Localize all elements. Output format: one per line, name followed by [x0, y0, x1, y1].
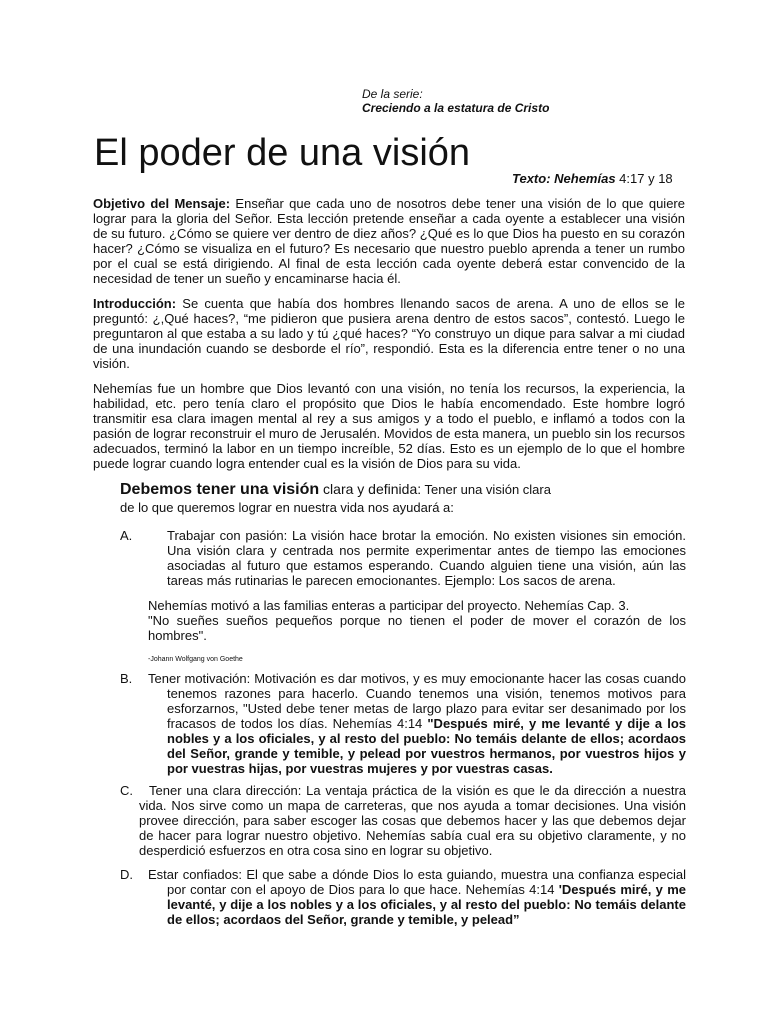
scripture-ref: 4:17 y 18	[615, 171, 673, 186]
section-heading	[120, 482, 551, 497]
heading-mid: clara y definida:	[319, 481, 422, 497]
quote-block	[148, 598, 686, 643]
heading-main: Debemos tener una visión	[120, 481, 320, 498]
item-letter: B.	[120, 671, 133, 686]
scripture-reference	[512, 171, 673, 186]
nehemias-paragraph: Nehemías fue un hombre que Dios levantó con una visión, no tenía los recursos, la experiencia, la habilidad, etc. pero tenía claro el propósito que Dios le había encomendado. Este hombre logró transmitir esa clara imagen mental al rey a sus amigos y a todo el pueblo, e inflamó a todos con la pasión de lograr reconstruir el muro de Jerusalén. Movidos de esta manera, un pueblo sin los recursos adecuados, terminó la labor en un tiempo increíble, 52 días. Esto es un ejemplo de lo que el hombre puede lograr cuando logra entender cual es la visión de Dios para su vida.	[93, 381, 685, 471]
objective-paragraph	[93, 196, 685, 286]
series-label: De la serie:	[362, 87, 423, 101]
item-body: Tener motivación: Motivación es dar motivos, y es muy emocionante hacer las cosas cuando tenemos razones para hacerlo. Cuando tenemos una visión, tenemos motivos para esforzarnos, "Usted debe tener metas de largo plazo para evitar ser desanimado por los fracasos de todos los días. Nehemías 4:14	[148, 671, 686, 731]
section-subheading: de lo que queremos lograr en nuestra vida nos ayudará a:	[120, 500, 454, 515]
introduction-paragraph	[93, 296, 685, 371]
item-text: Tener una clara dirección: La ventaja práctica de la visión es que le da dirección a nuestra vida. Nos sirve como un mapa de carreteras, que nos ayuda a tomar decisiones. Una visión provee dirección, para saber escoger las cosas que debemos hacer y las que debemos dejar de hacer para lograr nuestro objetivo. Nehemías sabía cual era su objetivo claramente, y no desperdició esfuerzos en otra cosa sino en lograr su objetivo.	[139, 783, 686, 858]
item-text	[120, 671, 686, 776]
list-item-b	[120, 671, 686, 776]
objective-text: Enseñar que cada uno de nosotros debe tener una visión de lo que quiere lograr para la gloria del Señor. Esta lección pretende enseñar a cada oyente a establecer una visión de su futuro. ¿Cómo se quiere ver dentro de diez años? ¿Qué es lo que Dios ha puesto en su corazón hacer? ¿Cómo se visualiza en el futuro? Es necesario que nuestro pueblo aprenda a tener un rumbo por el cual se está dirigiendo. Al final de esta lección cada oyente deberá estar convencido de la necesidad de tener un sueño y encaminarse hacia él.	[93, 196, 685, 286]
quote-author: -Johann Wolfgang von Goethe	[148, 656, 243, 663]
quote-line1: Nehemías motivó a las familias enteras a participar del proyecto. Nehemías Cap. 3.	[148, 598, 630, 613]
series-info	[362, 87, 549, 115]
item-text: Trabajar con pasión: La visión hace brotar la emoción. No existen visiones sin emoción. Una visión clara y centrada nos permite experimentar antes de tiempo las emociones asociadas al futuro que estamos esperando. Cuando alguien tiene una visión, aún las tareas más rutinarias le parecen emocionantes. Ejemplo: Los sacos de arena.	[167, 528, 686, 588]
heading-rest: Tener una visión clara	[421, 482, 551, 497]
list-item-c	[120, 783, 686, 858]
scripture-label: Texto: Nehemías	[512, 171, 616, 186]
series-name: Creciendo a la estatura de Cristo	[362, 101, 550, 115]
item-letter: C.	[120, 783, 133, 798]
item-letter: D.	[120, 867, 133, 882]
item-body: Estar confiados: El que sabe a dónde Dios lo esta guiando, muestra una confianza especial por contar con el apoyo de Dios para lo que hace. Nehemías 4:14	[148, 867, 686, 897]
introduction-text: Se cuenta que había dos hombres llenando sacos de arena. A uno de ellos se le preguntó: ¿,Qué haces?, “me pidieron que pusiera arena dentro de estos sacos”, contestó. Luego le preguntaron al que estaba a su lado y tú ¿qué haces? “Yo construyo un dique para salvar a mi ciudad de una inundación cuando se desborde el río”, respondió. Esta es la diferencia entre tener o no una visión.	[93, 296, 685, 371]
introduction-label: Introducción:	[93, 296, 177, 311]
page-title: El poder de una visión	[94, 132, 471, 174]
quote-line2: "No sueñes sueños pequeños porque no tienen el poder de mover el corazón de los hombres".	[148, 613, 686, 643]
list-item-a	[120, 528, 686, 588]
item-letter: A.	[120, 528, 133, 543]
objective-label: Objetivo del Mensaje:	[93, 196, 231, 211]
list-item-d	[120, 867, 686, 927]
item-bold-quote: "Después miré, y me levanté y dije a los nobles y a los oficiales, y al resto del pueblo: No temáis delante de ellos; acordaos del Señor, grande y temible, y pelead por vuestros hermanos, por vuestros hijos y por vuestras hijas, por vuestras mujeres y por vuestras casas.	[167, 716, 687, 776]
item-bold-quote: 'Después miré, y me levanté, y dije a los nobles y a los oficiales, y al resto del pueblo: No temáis delante de ellos; acordaos del Señor, grande y temible, y pelead”	[167, 882, 686, 927]
item-text	[120, 867, 686, 927]
